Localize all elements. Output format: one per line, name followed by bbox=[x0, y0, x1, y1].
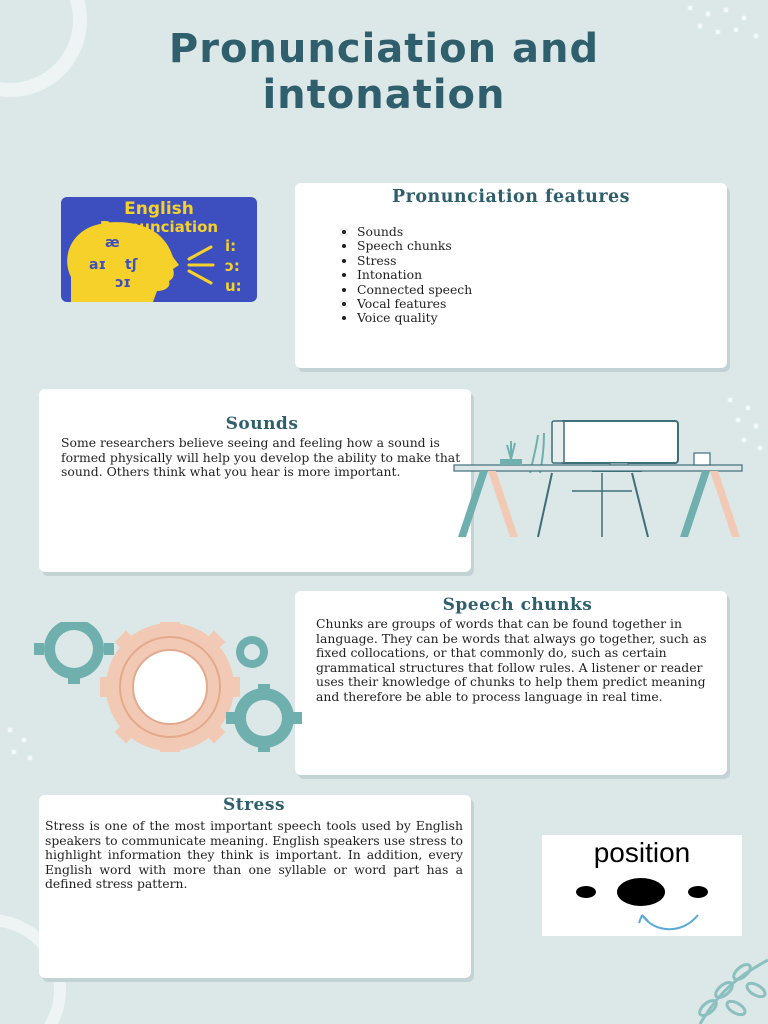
features-item: • Speech chunks bbox=[357, 239, 713, 253]
pronunciation-label: Pronunciation bbox=[99, 218, 219, 236]
symbol-ai: aɪ bbox=[89, 257, 107, 273]
features-item: • Voice quality bbox=[357, 311, 713, 325]
gear-icon bbox=[226, 684, 302, 752]
stress-card bbox=[39, 795, 471, 978]
english-label: English bbox=[124, 199, 194, 219]
sounds-body: Some researchers believe seeing and feeling how a sound is formed physically will help you develop the ability to make that sound. Others think what you hear is more important. bbox=[61, 435, 461, 479]
symbol-tsh: tʃ bbox=[125, 257, 138, 273]
symbol-ae: æ bbox=[105, 235, 120, 251]
gear-icon bbox=[34, 622, 114, 684]
features-item: • Intonation bbox=[357, 268, 713, 282]
features-item: • Vocal features bbox=[357, 297, 713, 311]
speech-chunks-body: Chunks are groups of words that can be found together in language. They can be words that always go together, such as fixed collocations, or that commonly do, such as certain grammatical structures that follow rules. A listener or reader uses their knowledge of chunks to help them predict meaning and therefore be able to process language in real time. bbox=[316, 616, 707, 704]
features-list bbox=[309, 225, 713, 326]
desk-illustration bbox=[452, 415, 752, 545]
symbol-i-long: i: bbox=[225, 237, 237, 255]
gear-icon bbox=[236, 636, 268, 668]
features-item: • Sounds bbox=[357, 225, 713, 239]
features-item: • Stress bbox=[357, 254, 713, 268]
speech-chunks-heading: Speech chunks bbox=[442, 595, 593, 615]
sounds-heading: Sounds bbox=[225, 414, 299, 434]
page-title-line2: intonation bbox=[262, 72, 506, 118]
speech-chunks-card bbox=[295, 591, 727, 775]
symbol-ic: ɪc bbox=[115, 275, 131, 291]
page-title bbox=[0, 26, 768, 118]
sounds-card bbox=[39, 389, 471, 572]
position-stress-image bbox=[542, 835, 742, 936]
position-word: position bbox=[593, 837, 691, 868]
features-item: • Connected speech bbox=[357, 283, 713, 297]
features-card bbox=[295, 183, 727, 368]
symbol-u-long: u: bbox=[225, 277, 242, 295]
english-pronunciation-image bbox=[61, 197, 257, 302]
gears-illustration bbox=[28, 622, 308, 752]
stress-heading: Stress bbox=[222, 795, 286, 815]
features-heading: Pronunciation features bbox=[391, 187, 631, 207]
page-title-line1: Pronunciation and bbox=[168, 26, 600, 72]
symbol-o-long: ɔ: bbox=[225, 257, 240, 275]
stress-dots-icon bbox=[542, 835, 742, 936]
gear-icon bbox=[100, 622, 240, 752]
stress-body: Stress is one of the most important speech tools used by English speakers to communicate meaning. English speakers use stress to highlight information they think is important. In addition, every English word with more than one syllable or word part has a defined stress pattern. bbox=[45, 818, 463, 891]
